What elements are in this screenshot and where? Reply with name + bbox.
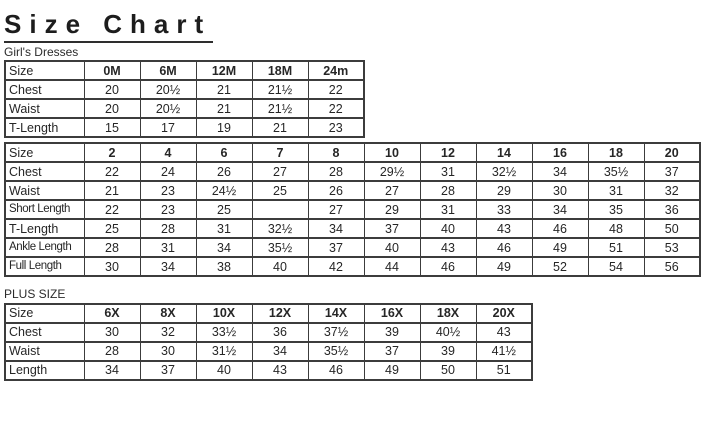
value-cell: 31 [420,200,476,219]
value-cell: 41½ [476,342,532,361]
value-cell: 53 [644,238,700,257]
row-label-cell: Short Length [5,200,84,219]
table-row [5,342,532,361]
size-header-cell: 6M [140,61,196,80]
value-cell: 35 [588,200,644,219]
value-cell: 31 [196,219,252,238]
value-cell: 23 [140,181,196,200]
value-cell: 40 [420,219,476,238]
value-cell: 32½ [476,162,532,181]
size-header-cell: 6X [84,304,140,323]
value-cell: 21 [196,99,252,118]
value-cell: 21 [252,118,308,137]
size-header-label-cell: Size [5,143,84,162]
size-header-cell: 12 [420,143,476,162]
size-header-cell: 10X [196,304,252,323]
value-cell: 31 [588,181,644,200]
value-cell: 24 [140,162,196,181]
value-cell: 29 [364,200,420,219]
value-cell: 30 [84,323,140,342]
value-cell: 33 [476,200,532,219]
value-cell: 34 [308,219,364,238]
value-cell: 40 [364,238,420,257]
size-header-cell: 10 [364,143,420,162]
value-cell: 26 [196,162,252,181]
size-header-cell: 12X [252,304,308,323]
value-cell: 49 [364,361,420,380]
value-cell: 51 [588,238,644,257]
plus-size-table [4,303,533,381]
value-cell: 25 [252,181,308,200]
value-cell: 37½ [308,323,364,342]
value-cell: 38 [196,257,252,276]
value-cell: 46 [476,238,532,257]
girls-size-table-container [3,142,705,277]
size-header-cell: 24m [308,61,364,80]
girls-size-table [4,142,701,277]
row-label-cell: Chest [5,162,84,181]
size-header-cell: 16X [364,304,420,323]
value-cell: 56 [644,257,700,276]
value-cell: 20 [84,99,140,118]
value-cell: 49 [532,238,588,257]
value-cell: 40½ [420,323,476,342]
plus-size-table-container [3,303,705,381]
value-cell: 39 [364,323,420,342]
value-cell: 28 [308,162,364,181]
size-header-cell: 12M [196,61,252,80]
size-header-cell: 18M [252,61,308,80]
value-cell: 20 [84,80,140,99]
value-cell: 23 [308,118,364,137]
value-cell: 37 [644,162,700,181]
row-label-cell: Waist [5,99,84,118]
value-cell: 27 [252,162,308,181]
size-header-cell: 14X [308,304,364,323]
value-cell: 49 [476,257,532,276]
value-cell: 28 [84,238,140,257]
size-header-cell: 8 [308,143,364,162]
row-label-cell: Full Length [5,257,84,276]
table-row [5,323,532,342]
value-cell: 36 [644,200,700,219]
row-label-cell: T-Length [5,118,84,137]
value-cell: 46 [308,361,364,380]
value-cell: 21½ [252,99,308,118]
value-cell: 43 [420,238,476,257]
value-cell: 34 [532,162,588,181]
value-cell: 22 [308,99,364,118]
table-row [5,200,700,219]
value-cell: 26 [308,181,364,200]
infant-size-table-container [3,60,705,138]
size-header-cell: 8X [140,304,196,323]
value-cell: 31 [420,162,476,181]
size-header-cell: 14 [476,143,532,162]
value-cell: 34 [532,200,588,219]
value-cell: 31½ [196,342,252,361]
value-cell: 24½ [196,181,252,200]
value-cell: 31 [140,238,196,257]
size-header-row [5,304,532,323]
value-cell: 39 [420,342,476,361]
row-label-cell: Chest [5,323,84,342]
value-cell: 32½ [252,219,308,238]
size-header-cell: 18 [588,143,644,162]
value-cell: 30 [140,342,196,361]
size-header-cell: 2 [84,143,140,162]
value-cell: 54 [588,257,644,276]
size-header-cell: 7 [252,143,308,162]
table-row [5,219,700,238]
size-header-cell: 18X [420,304,476,323]
section-label-girls-dresses: Girl's Dresses [4,44,79,59]
value-cell: 28 [140,219,196,238]
value-cell: 35½ [308,342,364,361]
size-header-row [5,61,364,80]
row-label-cell: T-Length [5,219,84,238]
table-row [5,80,364,99]
value-cell: 36 [252,323,308,342]
value-cell: 37 [364,342,420,361]
value-cell: 21 [196,80,252,99]
value-cell: 37 [308,238,364,257]
value-cell: 20½ [140,99,196,118]
value-cell: 35½ [588,162,644,181]
table-row [5,99,364,118]
value-cell: 34 [252,342,308,361]
value-cell [252,200,308,219]
section-label-plus-size: PLUS SIZE [4,287,66,302]
value-cell: 30 [532,181,588,200]
value-cell: 34 [84,361,140,380]
value-cell: 32 [140,323,196,342]
value-cell: 37 [364,219,420,238]
value-cell: 42 [308,257,364,276]
size-header-cell: 20 [644,143,700,162]
table-row [5,361,532,380]
value-cell: 50 [644,219,700,238]
value-cell: 43 [476,219,532,238]
row-label-cell: Waist [5,342,84,361]
size-header-cell: 6 [196,143,252,162]
value-cell: 51 [476,361,532,380]
value-cell: 52 [532,257,588,276]
value-cell: 21 [84,181,140,200]
page-title: Size Chart [4,10,213,43]
value-cell: 20½ [140,80,196,99]
value-cell: 35½ [252,238,308,257]
row-label-cell: Length [5,361,84,380]
size-header-cell: 16 [532,143,588,162]
table-row [5,118,364,137]
value-cell: 27 [364,181,420,200]
value-cell: 29½ [364,162,420,181]
value-cell: 46 [420,257,476,276]
value-cell: 17 [140,118,196,137]
infant-size-table [4,60,365,138]
value-cell: 28 [84,342,140,361]
value-cell: 22 [84,162,140,181]
value-cell: 15 [84,118,140,137]
value-cell: 37 [140,361,196,380]
table-row [5,257,700,276]
value-cell: 50 [420,361,476,380]
value-cell: 33½ [196,323,252,342]
table-row [5,162,700,181]
value-cell: 34 [140,257,196,276]
table-row [5,181,700,200]
size-header-label-cell: Size [5,61,84,80]
value-cell: 25 [196,200,252,219]
value-cell: 23 [140,200,196,219]
size-header-label-cell: Size [5,304,84,323]
value-cell: 22 [84,200,140,219]
value-cell: 22 [308,80,364,99]
row-label-cell: Ankle Length [5,238,84,257]
row-label-cell: Waist [5,181,84,200]
value-cell: 44 [364,257,420,276]
value-cell: 46 [532,219,588,238]
value-cell: 27 [308,200,364,219]
value-cell: 29 [476,181,532,200]
value-cell: 25 [84,219,140,238]
row-label-cell: Chest [5,80,84,99]
value-cell: 43 [252,361,308,380]
value-cell: 30 [84,257,140,276]
value-cell: 19 [196,118,252,137]
value-cell: 34 [196,238,252,257]
value-cell: 48 [588,219,644,238]
value-cell: 21½ [252,80,308,99]
value-cell: 43 [476,323,532,342]
size-header-row [5,143,700,162]
table-row [5,238,700,257]
size-header-cell: 20X [476,304,532,323]
value-cell: 40 [196,361,252,380]
value-cell: 40 [252,257,308,276]
value-cell: 28 [420,181,476,200]
size-header-cell: 4 [140,143,196,162]
value-cell: 32 [644,181,700,200]
size-header-cell: 0M [84,61,140,80]
